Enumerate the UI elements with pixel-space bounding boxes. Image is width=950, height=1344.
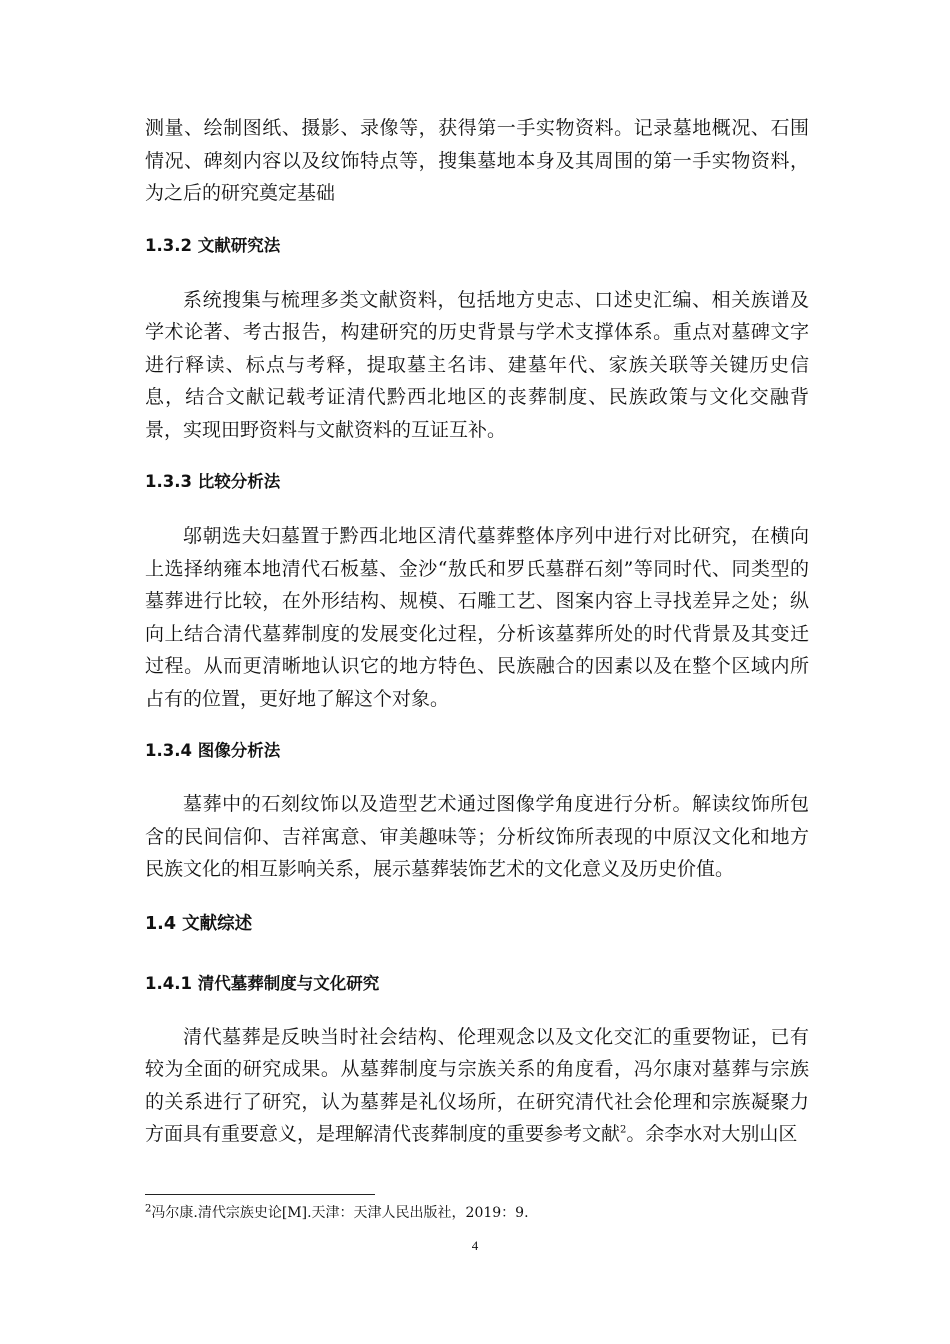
paragraph-literature-research-method: 系统搜集与梳理多类文献资料，包括地方史志、口述史汇编、相关族谱及学术论著、考古报告，构建研究的历史背景与学术支撑体系。重点对墓碑文字进行释读、标点与考释，提取墓主名讳、建墓年代、家族关联等关键历史信息，结合文献记载考证清代黔西北地区的丧葬制度、民族政策与文化交融背景，实现田野资料与文献资料的互证互补。 <box>145 288 809 441</box>
footnote-separator <box>145 1194 375 1195</box>
heading-qing-burial-system-research: 1.4.1 清代墓葬制度与文化研究 <box>145 973 380 993</box>
heading-comparative-analysis-method: 1.3.3 比较分析法 <box>145 472 281 491</box>
footnote-reference-mark[interactable]: 2 <box>620 1124 627 1136</box>
heading-literature-research-method: 1.3.2 文献研究法 <box>145 235 281 255</box>
footnote-text: 冯尔康.清代宗族史论[M].天津：天津人民出版社，2019：9. <box>151 1205 529 1221</box>
paragraph-text-after-reference: 。余李水对大别山区 <box>626 1123 798 1145</box>
footnote-mark: 2 <box>145 1203 152 1215</box>
footnote <box>145 1203 529 1223</box>
page-number: 4 <box>471 1238 479 1253</box>
paragraph-image-analysis-method: 墓葬中的石刻纹饰以及造型艺术通过图像学角度进行分析。解读纹饰所包含的民间信仰、吉祥寓意、审美趣味等；分析纹饰所表现的中原汉文化和地方民族文化的相互影响关系，展示墓葬装饰艺术的文化意义及历史价值。 <box>145 793 809 880</box>
paragraph-field-record: 测量、绘制图纸、摄影、录像等，获得第一手实物资料。记录墓地概况、石围情况、碑刻内容以及纹饰特点等，搜集墓地本身及其周围的第一手实物资料，为之后的研究奠定基础 <box>145 117 809 204</box>
heading-literature-review: 1.4 文献综述 <box>145 913 253 934</box>
paragraph-qing-burial-system-research <box>145 1021 809 1151</box>
document-body <box>145 112 809 1151</box>
paragraph-text-before-reference: 清代墓葬是反映当时社会结构、伦理观念以及文化交汇的重要物证，已有较为全面的研究成果。从墓葬制度与宗族关系的角度看，冯尔康对墓葬与宗族的关系进行了研究，认为墓葬是礼仪场所，在研究清代社会伦理和宗族凝聚力方面具有重要意义，是理解清代丧葬制度的重要参考文献 <box>145 1025 809 1145</box>
paragraph-comparative-analysis-method: 邬朝选夫妇墓置于黔西北地区清代墓葬整体序列中进行对比研究，在横向上选择纳雍本地清代石板墓、金沙“敖氏和罗氏墓群石刻”等同时代、同类型的墓葬进行比较，在外形结构、规模、石雕工艺、图案内容上寻找差异之处；纵向上结合清代墓葬制度的发展变化过程，分析该墓葬所处的时代背景及其变迁过程。从而更清晰地认识它的地方特色、民族融合的因素以及在整个区域内所占有的位置，更好地了解这个对象。 <box>145 525 809 710</box>
heading-image-analysis-method: 1.3.4 图像分析法 <box>145 741 281 760</box>
